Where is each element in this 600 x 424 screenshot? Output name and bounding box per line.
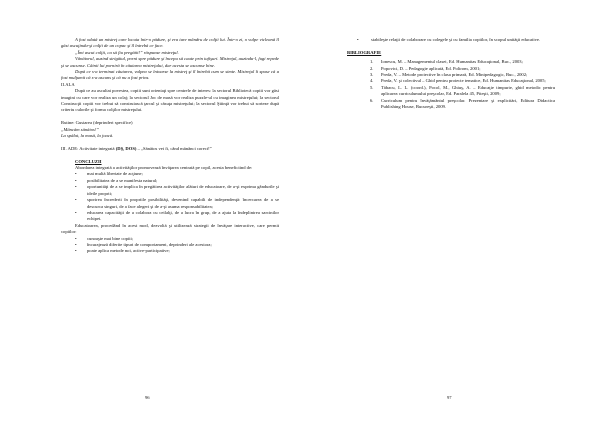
bibliography-entry: 1. Ionescu, M. – Managementul clasei, Ed. Humanitas Educaţional, Buc., 2003; (370, 59, 523, 65)
story-paragraph: A fost odată un mistreţ care locuia într-o pădure, şi era tare mândru de colţii lui. Într-o zi, o vulpe vicleană îl găsi ascuţindu-şi colţii de un copac şi îl întrebă ce face. (61, 37, 279, 49)
section-marker: II.ALA (61, 81, 75, 87)
bibliography-entry: 3. Preda, V. – Metode proiective în clasa primară, Ed. Minipedagogic, Buc., 2002; (370, 72, 528, 78)
bibliography-list (347, 59, 555, 110)
bibliography-entry: 5. Tăbacu, L. L. (coord.), Pocol, M., Ghiuş, A. – Educaţie timpurie, ghid metodic pentru aplicarea curriculumului preşcolar, Ed. Paralela 45, Piteşti, 2009; (370, 84, 555, 97)
page-number: 96 (145, 395, 150, 400)
activity-line: III. ADE: Activitate integrată (DŞ, DOS) – „Sănătos vei fi, când mănânci corect!” (61, 145, 212, 151)
ala-paragraph: După ce au ascultat povestea, copiii sunt orientaţi spre centrele de interes: la sectorul Bibliotecă copiii vor găsi imagini cu care vor realiza un colaj; la sectorul Joc de masă vor realiza puzzle-ul cu imaginea mistreţului; la sectorul Construcţii copiii vor trebui să construiască ţarcul şi căsuţa mistreţului; la sectorul Ştiinţă vor trebui să sorteze după criteriu culorile şi forma colţilor mistreţului. (61, 88, 279, 113)
benefits-list (61, 171, 279, 222)
list-item: • educarea capacităţii de a colabora cu ceilalţi, de a lucra în grup, de a ajuta la îndeplinirea sarcinilor echipei. (61, 210, 279, 223)
educator-intro: Educatoarea, procedând în acest mod, dezvoltă şi utilizează strategii de învăţare interactive, care permit copiilor: (61, 222, 279, 235)
right-page-text (347, 37, 555, 110)
story-paragraph: După ce s-a terminat căutarea, vulpea se întoarse la mistreţ şi îl întrebă cum se simte. Mistreţul îi spuse că a fost mulţumit că s-a ascuns şi că nu a fost prins. (61, 69, 279, 81)
list-item: • sporirea încrederii în propriile posibilităţi, devenind capabili de independenţă: încercarea de a se descurca singuri, de a face alegeri şi de a-şi asuma responsabilitatea; (61, 197, 279, 210)
conclusion-heading: CONCLUZII (75, 158, 102, 164)
list-item: • mai multă libertate de acţiune; (61, 171, 279, 177)
story-paragraph: „Îmi ascut colţii, ca să fiu pregătit!” răspunse mistreţul. (75, 49, 179, 55)
bibliography-entry: 6. Curriculum pentru învăţământul preşcolar. Prezentare şi explicitări, Editura Didactica Publishing House, Bucureşti, 2009. (370, 97, 555, 110)
left-page-text (61, 37, 279, 255)
continuation-list (347, 37, 555, 43)
list-item: • poate aplica metode noi, active-participative; (61, 248, 279, 254)
right-page (300, 0, 600, 424)
bibliography-entry: 2. Popovici, D. – Pedagogie aplicată, Ed. Polirom, 2001; (370, 65, 481, 71)
list-item: • încurajează diferite tipuri de comportament, deprinderi ale acestora; (61, 242, 279, 248)
list-item: • oportunităţi de a se implica în pregătirea activităţilor alături de educatoare, de a-şi exprima gândurile şi ideile proprii; (61, 184, 279, 197)
routine-line: La spălat, la masă, la joacă. (61, 133, 114, 139)
story-paragraph: Vânătorul, auzind strigătul, porni spre pădure şi începu să caute prin tufişuri. Mistreţul, auzindu-l, fugi repede şi se ascunse. Câinii lui porniră în căutarea mistreţului, dar acesta se ascunse bine. (61, 56, 279, 68)
bibliography-heading: BIBLIOGRAFIE (347, 49, 382, 55)
educator-list (61, 236, 279, 255)
page-number: 97 (447, 395, 452, 400)
conclusion-intro: Abordarea integrată a activităţilor promovează învăţarea centrată pe copil, acesta beneficiind de: (75, 165, 253, 171)
list-item: • cunoaşte mai bine copiii; (61, 236, 279, 242)
routine-line: Rutine: Gustarea (deprinderi specifice) (61, 120, 133, 126)
list-item: • stabileşte relaţii de colaborare cu colegele şi cu familia copiilor, în scopul unităţii educative. (347, 37, 555, 43)
bibliography-entry: 4. Preda, V. şi colectivul – Ghid pentru proiecte tematice, Ed. Humanitas Educaţional, 2005; (370, 78, 546, 84)
routine-line: „Mâncăm sănătos!” (61, 126, 99, 132)
list-item: • posibilitatea de a se manifesta natural; (61, 178, 279, 184)
